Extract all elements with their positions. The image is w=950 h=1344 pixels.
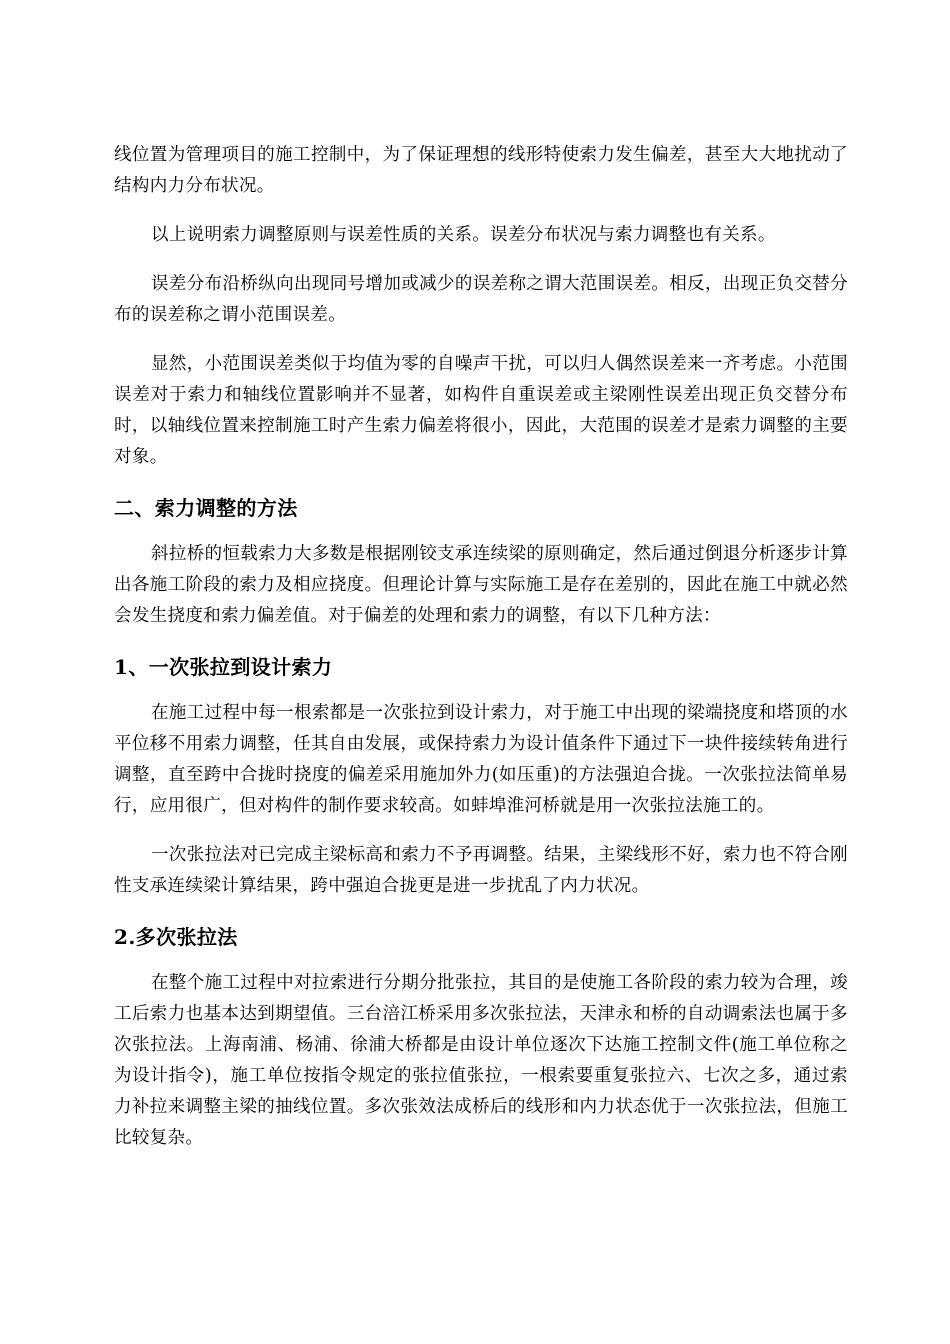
paragraph-error-relation: 以上说明索力调整原则与误差性质的关系。误差分布状况与索力调整也有关系。 <box>151 225 776 245</box>
paragraph-multiple-tension: 在整个施工过程中对拉索进行分期分批张拉，其目的是使施工各阶段的索力较为合理，竣工后索力也基本达到期望值。三台涪江桥采用多次张拉法，天津永和桥的自动调索法也属于多次张拉法。上海南浦、杨浦、徐浦大桥都是由设计单位逐次下达施工控制文件(施工单位称之为设计指令)，施工单位按指令规定的张拉值张拉，一根索要重复张拉六、七次之多，通过索力补拉来调整主梁的抽线位置。多次张效法成桥后的线形和内力状态优于一次张拉法，但施工比较复杂。 <box>114 973 848 1148</box>
section-heading-adjustment-methods: 二、索力调整的方法 <box>114 496 298 520</box>
paragraph-continuation: 线位置为管理项目的施工控制中，为了保证理想的线形特使索力发生偏差，甚至大大地扰动了结构内力分布状况。 <box>114 145 848 196</box>
paragraph-small-range-error: 显然，小范围误差类似于均值为零的自噪声干扰，可以归人偶然误差来一齐考虑。小范围误差对于索力和轴线位置影响并不显著，如构件自重误差或主梁刚性误差出现正负交替分布时，以轴线位置来控制施工时产生索力偏差将很小，因此，大范围的误差才是索力调整的主要对象。 <box>114 354 848 467</box>
subheading-multiple-tension: 2.多次张拉法 <box>114 925 238 949</box>
subheading-single-tension: 1、一次张拉到设计索力 <box>114 655 333 679</box>
paragraph-error-range: 误差分布沿桥纵向出现同号增加或减少的误差称之谓大范围误差。相反，出现正负交替分布的误差称之谓小范围误差。 <box>114 274 848 325</box>
paragraph-single-tension-result: 一次张拉法对已完成主梁标高和索力不予再调整。结果，主梁线形不好，索力也不符合刚性支承连续梁计算结果，跨中强迫合拢更是进一步扰乱了内力状况。 <box>114 845 848 896</box>
paragraph-methods-intro: 斜拉桥的恒载索力大多数是根据刚铰支承连续梁的原则确定，然后通过倒退分析逐步计算出各施工阶段的索力及相应挠度。但理论计算与实际施工是存在差别的，因此在施工中就必然会发生挠度和索力偏差值。对于偏差的处理和索力的调整，有以下几种方法： <box>114 544 848 626</box>
document-body <box>114 140 848 1154</box>
paragraph-single-tension: 在施工过程中每一根索都是一次张拉到设计索力，对于施工中出现的梁端挠度和塔顶的水平位移不用索力调整，任其自由发展，或保持索力为设计值条件下通过下一块件接续转角进行调整，直至跨中合拢时挠度的偏差采用施加外力(如压重)的方法强迫合拢。一次张拉法简单易行，应用很广，但对构件的制作要求较高。如蚌埠淮河桥就是用一次张拉法施工的。 <box>114 703 848 816</box>
